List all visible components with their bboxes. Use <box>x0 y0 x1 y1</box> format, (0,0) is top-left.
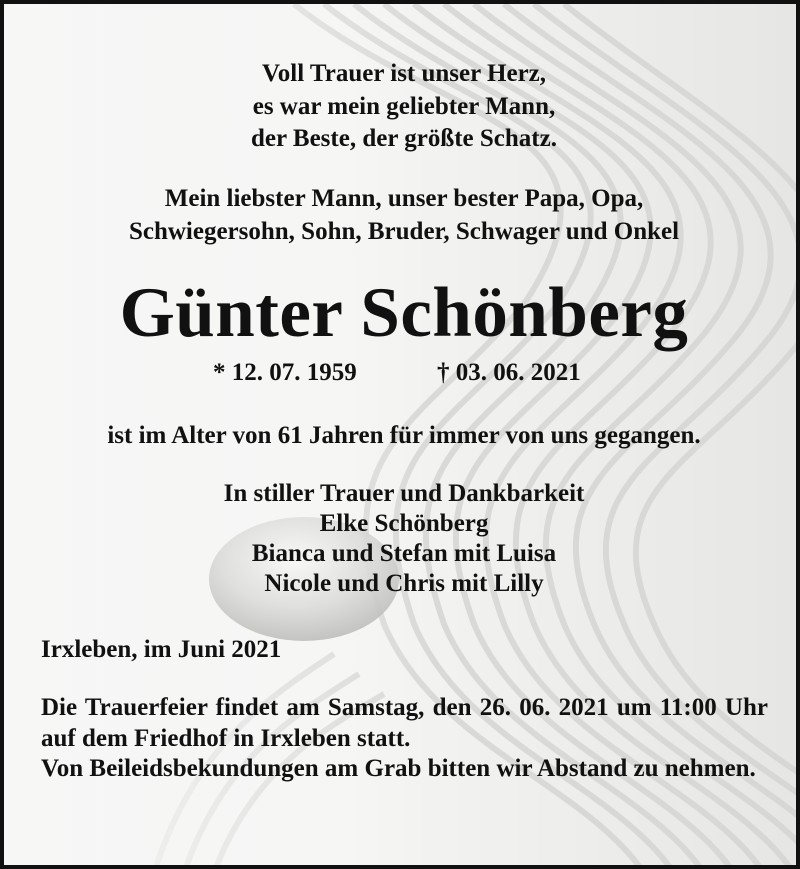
verse-line: Voll Trauer ist unser Herz, <box>261 60 547 87</box>
place-and-date: Irxleben, im Juni 2021 <box>41 636 282 663</box>
intro-line: Mein liebster Mann, unser bester Papa, Opa, <box>164 185 644 212</box>
mourners-line: Nicole und Chris mit Lilly <box>264 570 544 597</box>
verse <box>4 58 800 156</box>
death-date: † 03. 06. 2021 <box>437 359 581 386</box>
intro-line: Schwiegersohn, Sohn, Bruder, Schwager und Onkel <box>128 218 680 245</box>
funeral-info: Die Trauerfeier findet am Samstag, den 26. 06. 2021 um 11:00 Uhr auf dem Friedhof in Irxleben statt. <box>41 694 768 752</box>
mourners <box>4 479 800 599</box>
age-statement: ist im Alter von 61 Jahren für immer von uns gegangen. <box>107 422 701 449</box>
mourners-line: Bianca und Stefan mit Luisa <box>251 540 557 567</box>
relation-intro <box>4 182 800 248</box>
verse-line: der Beste, der größte Schatz. <box>251 125 557 152</box>
life-dates <box>4 356 800 390</box>
funeral-notice <box>41 693 768 785</box>
mourners-line: In stiller Trauer und Dankbarkeit <box>223 480 585 507</box>
verse-line: es war mein geliebter Mann, <box>252 92 556 120</box>
mourners-line: Elke Schönberg <box>319 510 489 537</box>
birth-date: * 12. 07. 1959 <box>213 359 357 386</box>
condolence-request: Von Beileidsbekundungen am Grab bitten wir Abstand zu nehmen. <box>41 755 756 782</box>
obituary-text <box>4 4 800 869</box>
deceased-name: Günter Schönberg <box>119 274 689 352</box>
